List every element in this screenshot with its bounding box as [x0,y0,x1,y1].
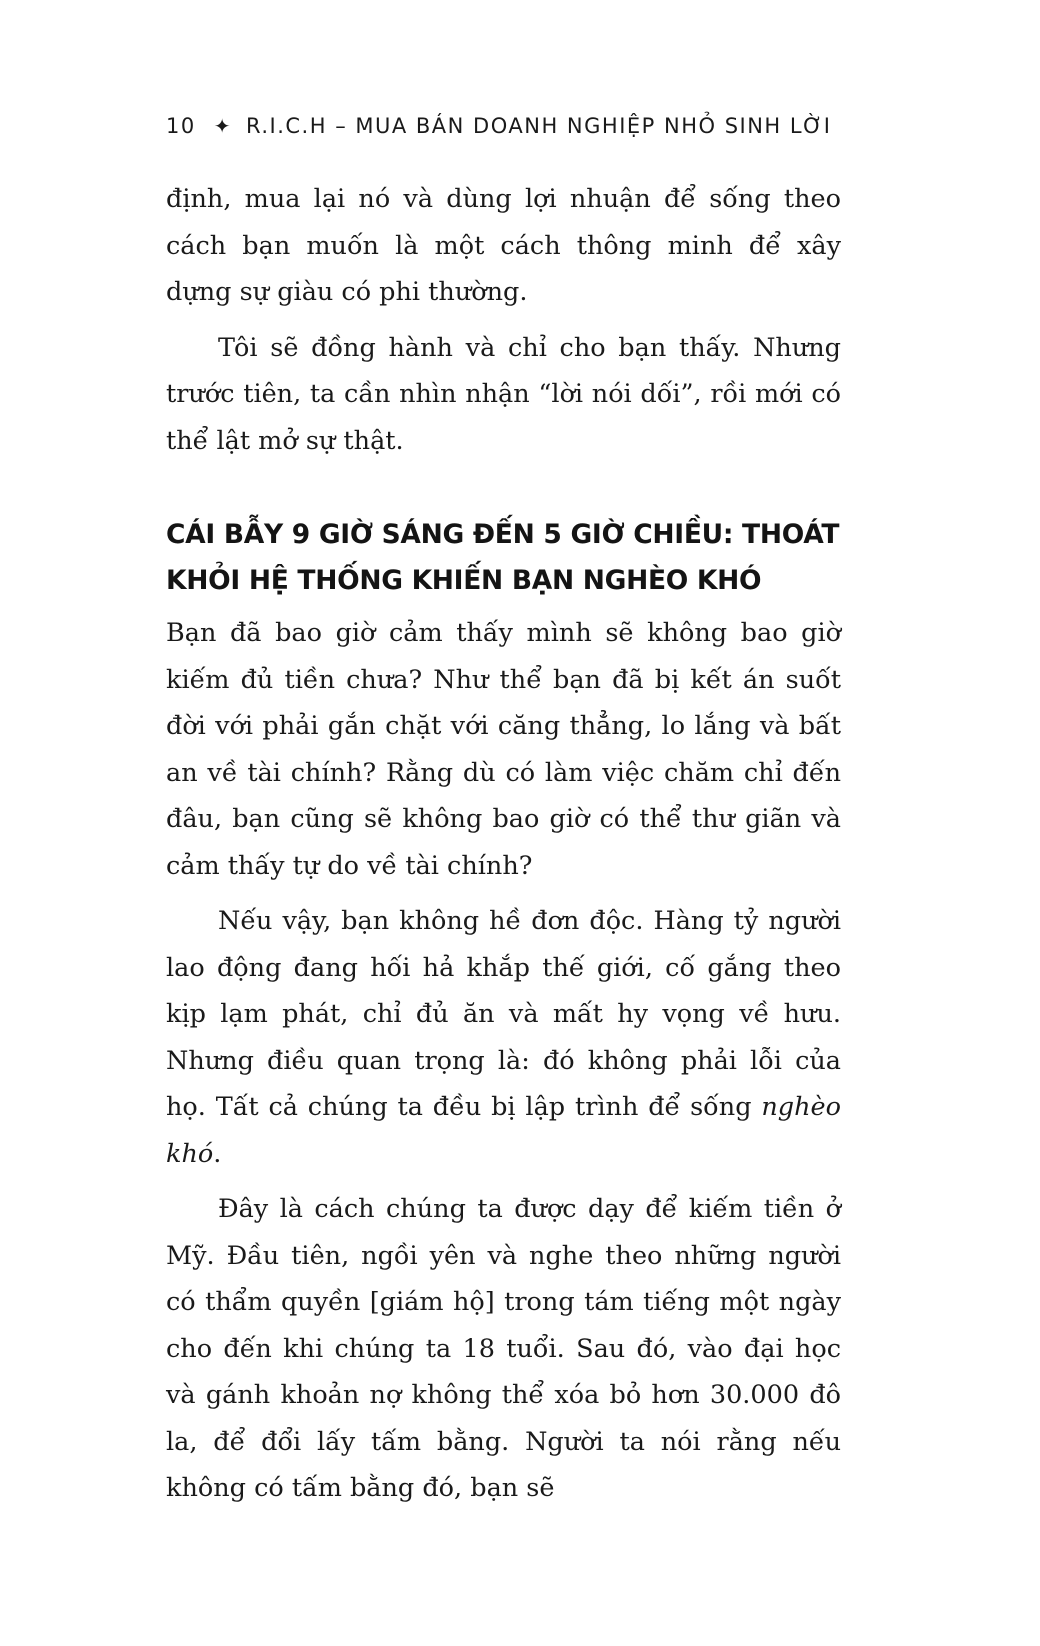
star-separator-icon: ✦ [213,114,232,138]
page-body [166,176,841,1521]
paragraph-text: Nếu vậy, bạn không hề đơn độc. Hàng tỷ người lao động đang hối hả khắp thế giới, cố gắng theo kịp lạm phát, chỉ đủ ăn và mất hy vọng về hưu. Nhưng điều quan trọng là: đó không phải lỗi của họ. Tất cả chúng ta đều bị lập trình để sống [166,906,841,1122]
emphasis-text: nghèo khó [166,1092,841,1169]
paragraph-text-end: . [213,1138,222,1169]
paragraph-continuation: định, mua lại nó và dùng lợi nhuận để sống theo cách bạn muốn là một cách thông minh để xây dựng sự giàu có phi thường. [166,184,841,307]
page-number: 10 [166,114,196,138]
book-title: R.I.C.H – MUA BÁN DOANH NGHIỆP NHỎ SINH LỜI [246,114,832,138]
section-heading: CÁI BẪY 9 GIỜ SÁNG ĐẾN 5 GIỜ CHIỀU: THOÁT KHỎI HỆ THỐNG KHIẾN BẠN NGHÈO KHÓ [166,519,840,596]
running-header [166,114,886,138]
paragraph: Đây là cách chúng ta được dạy để kiếm tiền ở Mỹ. Đầu tiên, ngồi yên và nghe theo những người có thẩm quyền [giám hộ] trong tám tiếng một ngày cho đến khi chúng ta 18 tuổi. Sau đó, vào đại học và gánh khoản nợ không thể xóa bỏ hơn 30.000 đô la, để đổi lấy tấm bằng. Người ta nói rằng nếu không có tấm bằng đó, bạn sẽ [166,1194,841,1503]
paragraph: Tôi sẽ đồng hành và chỉ cho bạn thấy. Nhưng trước tiên, ta cần nhìn nhận “lời nói dối”, rồi mới có thể lật mở sự thật. [166,332,841,456]
paragraph [166,898,841,1177]
paragraph: Bạn đã bao giờ cảm thấy mình sẽ không bao giờ kiếm đủ tiền chưa? Như thể bạn đã bị kết án suốt đời với phải gắn chặt với căng thẳng, lo lắng và bất an về tài chính? Rằng dù có làm việc chăm chỉ đến đâu, bạn cũng sẽ không bao giờ có thể thư giãn và cảm thấy tự do về tài chính? [166,618,841,881]
